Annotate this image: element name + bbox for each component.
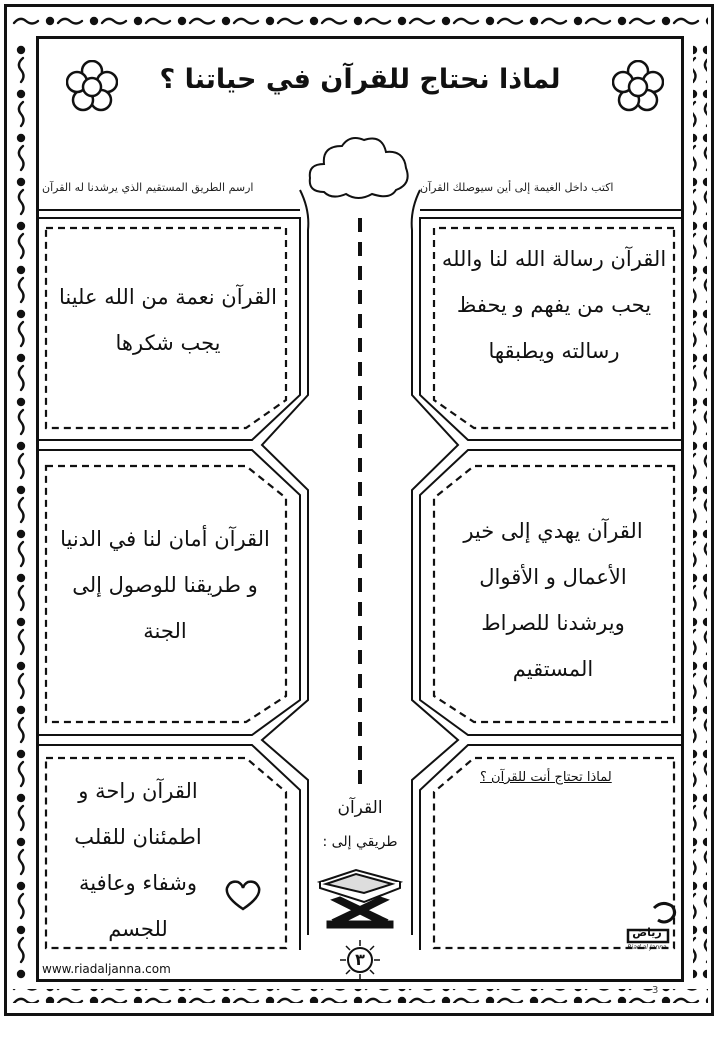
quran-label: القرآن: [337, 798, 383, 818]
logo-text: رياض: [632, 926, 662, 939]
logo-caption: Riad al Janna: [627, 944, 667, 951]
instruction-left: ارسم الطريق المستقيم الذي يرشدنا له القرآن: [42, 181, 254, 194]
book-stand-icon: [312, 862, 408, 932]
instruction-right: اكتب داخل الغيمة إلى أين سيوصلك القرآن: [420, 181, 614, 194]
heart-icon: [222, 878, 264, 912]
page-number: 3: [652, 985, 659, 996]
path-label: طريقي إلى :: [322, 834, 398, 850]
page-title: لماذا نحتاج للقرآن في حياتنا ؟: [159, 64, 561, 95]
box-text-right-top: القرآن رسالة الله لنا والله يحب من يفهم و يحفظ رسالته ويطبقها: [441, 247, 667, 363]
website-url[interactable]: www.riadaljanna.com: [42, 962, 171, 976]
page-badge-number: ٣: [355, 950, 365, 969]
box-text-left-top: القرآن نعمة من الله علينا يجب شكرها: [58, 285, 277, 355]
box-text-right-mid: القرآن يهدي إلى خير الأعمال و الأقوال ويرشدنا للصراط المستقيم: [463, 519, 643, 681]
box-text-left-mid: القرآن أمان لنا في الدنيا و طريقنا للوصول إلى الجنة: [60, 527, 270, 643]
question-prompt: لماذا تحتاج أنت للقرآن ؟: [480, 770, 612, 785]
box-text-left-bottom: القرآن راحة و اطمئنان للقلب وشفاء وعافية للجسم: [74, 779, 202, 941]
